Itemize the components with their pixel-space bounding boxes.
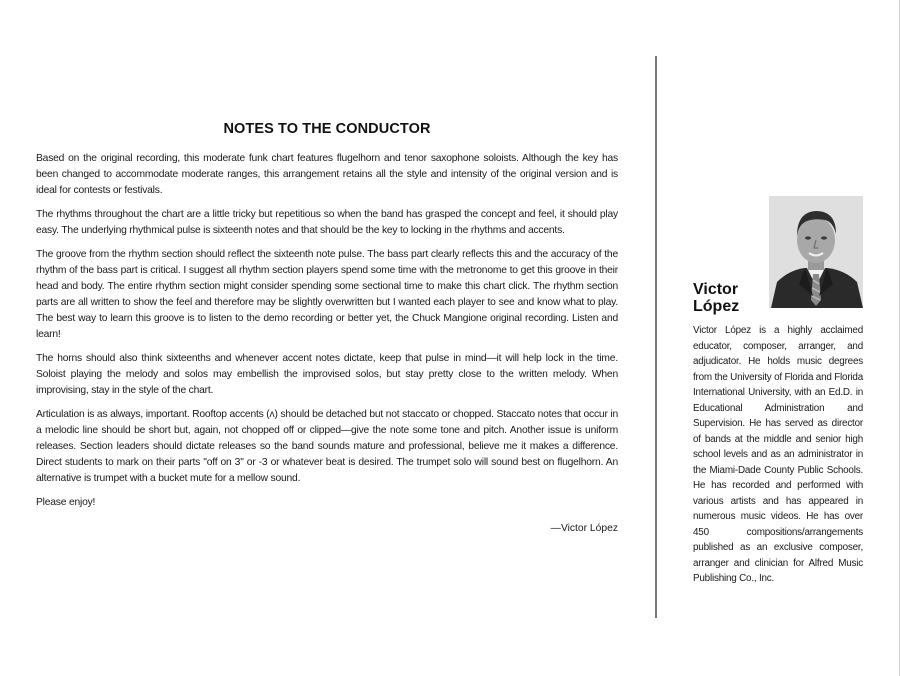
author-first-name: Victor [693,281,739,298]
author-name [693,281,773,315]
author-bio: Victor López is a highly acclaimed educator, composer, arranger, and adjudicator. He holds music degrees from the University of Florida and Florida International University, with an Ed.D. in Educational Administration and Supervision. He has served as director of bands at the middle and senior high school levels and as an administrator in the Miami-Dade County Public Schools. He has recorded and performed with various artists and has appeared in numerous music videos. He has over 450 compositions/arrangements published as an exclusive composer, arranger and clinician for Alfred Music Publishing Co., Inc. [693,325,863,584]
notes-paragraph: Articulation is as always, important. Rooftop accents (ʌ) should be detached but not staccato or chopped. Staccato notes that occur in a melodic line should be short but, again, not chopped off or clipped—give the note some tone and pitch. Another issue is uniform releases. Section leaders should dictate releases so the band sounds mature and professional, believe me it makes a difference. Direct students to mark on their parts "off on 3" or -3 or whatever beat is desired. The trumpet solo will sound best on flugelhorn. An alternative is trumpet with a bucket mute for a mellow sound. [36,409,618,484]
notes-paragraph: Please enjoy! [36,497,96,508]
notes-paragraph: The horns should also think sixteenths and whenever accent notes dictate, keep that pulse in mind—it will help lock in the time. Soloist playing the melody and solos may embellish the improvised solos, but stay pretty close to the written melody. When improvising, stay in the style of the chart. [36,353,618,396]
portrait-image [769,196,863,308]
notes-signature: —Victor López [550,523,618,534]
column-divider [655,56,657,618]
author-photo [769,196,863,308]
notes-column [36,121,618,534]
notes-paragraph: The rhythms throughout the chart are a little tricky but repetitious so when the band has grasped the concept and feel, it should play easy. The underlying rhythmical pulse is sixteenth notes and that should be the key to locking in the rhythms and accents. [36,209,618,236]
notes-paragraph: The groove from the rhythm section should reflect the sixteenth note pulse. The bass part clearly reflects this and the accuracy of the rhythm of the bass part is critical. I suggest all rhythm section players spend some time with the metronome to get this groove in their head and body. The entire rhythm section might consider spending some sectional time to make this chart click. The rhythm section parts are all written to show the feel and therefore may be slightly overwritten but I wanted each player to see and know what to play. The best way to learn this groove is to listen to the demo recording or better yet, the Chuck Mangione original recording. Listen and learn! [36,249,618,340]
author-last-name: López [693,298,740,315]
notes-title: NOTES TO THE CONDUCTOR [223,121,431,137]
notes-paragraph: Based on the original recording, this moderate funk chart features flugelhorn and tenor saxophone soloists. Although the key has been changed to accommodate moderate ranges, this arrangement retains all the style and intensity of the original version and is ideal for contests or festivals. [36,153,618,196]
